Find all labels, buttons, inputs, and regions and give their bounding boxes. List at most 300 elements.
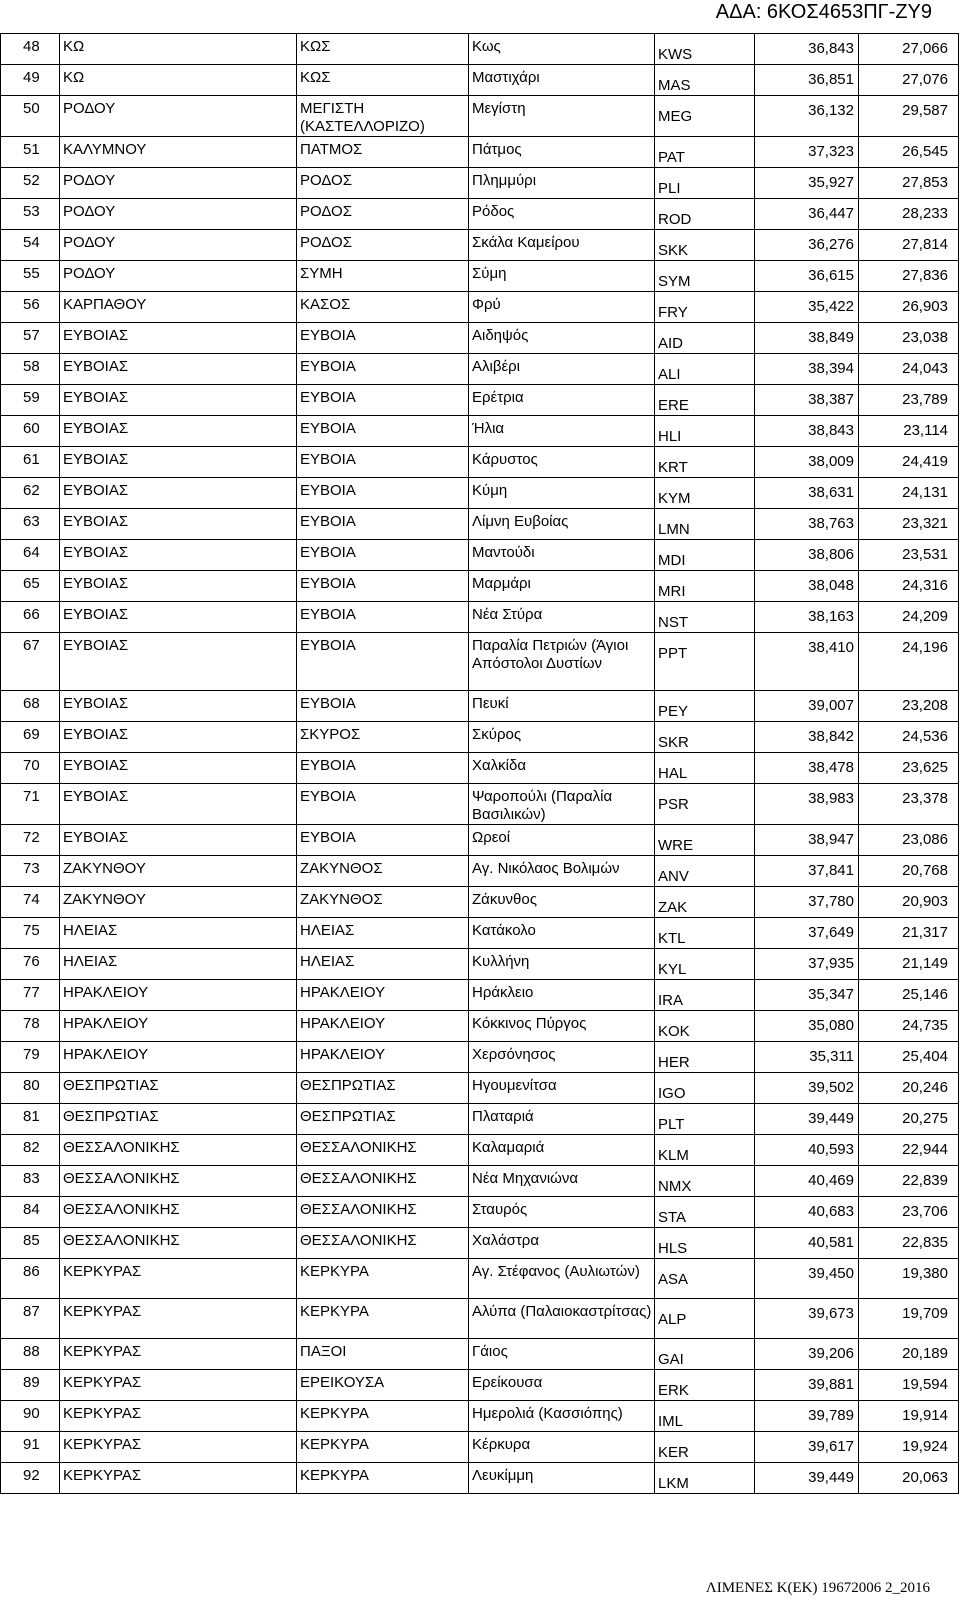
prefecture-cell: ΗΛΕΙΑΣ xyxy=(60,949,297,980)
port-code-cell: ROD xyxy=(655,199,755,230)
table-row xyxy=(1,887,959,918)
row-number: 60 xyxy=(1,416,60,447)
prefecture-cell: ΗΛΕΙΑΣ xyxy=(60,918,297,949)
port-code-cell: IGO xyxy=(655,1073,755,1104)
municipality-cell: ΕΥΒΟΙΑ xyxy=(297,323,469,354)
longitude-cell: 24,196 xyxy=(859,633,959,691)
longitude-cell: 21,149 xyxy=(859,949,959,980)
prefecture-cell: ΚΑΛΥΜΝΟΥ xyxy=(60,137,297,168)
longitude-cell: 24,209 xyxy=(859,602,959,633)
table-row xyxy=(1,1228,959,1259)
port-code-cell: FRY xyxy=(655,292,755,323)
latitude-cell: 37,649 xyxy=(755,918,859,949)
table-row xyxy=(1,1073,959,1104)
port-name-cell: Σταυρός xyxy=(469,1197,655,1228)
latitude-cell: 37,841 xyxy=(755,856,859,887)
prefecture-cell: ΕΥΒΟΙΑΣ xyxy=(60,323,297,354)
prefecture-cell: ΕΥΒΟΙΑΣ xyxy=(60,753,297,784)
port-code-cell: KOK xyxy=(655,1011,755,1042)
port-code-cell: HLI xyxy=(655,416,755,447)
table-row xyxy=(1,1432,959,1463)
prefecture-cell: ΚΕΡΚΥΡΑΣ xyxy=(60,1432,297,1463)
port-code-cell: PEY xyxy=(655,691,755,722)
port-code-cell: PPT xyxy=(655,633,755,691)
longitude-cell: 20,903 xyxy=(859,887,959,918)
latitude-cell: 38,163 xyxy=(755,602,859,633)
municipality-cell: ΕΥΒΟΙΑ xyxy=(297,354,469,385)
longitude-cell: 27,853 xyxy=(859,168,959,199)
longitude-cell: 24,316 xyxy=(859,571,959,602)
table-row xyxy=(1,1197,959,1228)
port-name-cell: Λίμνη Ευβοίας xyxy=(469,509,655,540)
latitude-cell: 38,631 xyxy=(755,478,859,509)
table-row xyxy=(1,856,959,887)
latitude-cell: 38,983 xyxy=(755,784,859,825)
latitude-cell: 37,780 xyxy=(755,887,859,918)
latitude-cell: 38,387 xyxy=(755,385,859,416)
latitude-cell: 38,947 xyxy=(755,825,859,856)
ada-code: ΑΔΑ: 6ΚΟΣ4653ΠΓ-ΖΥ9 xyxy=(715,1,932,23)
prefecture-cell: ΚΕΡΚΥΡΑΣ xyxy=(60,1370,297,1401)
prefecture-cell: ΚΕΡΚΥΡΑΣ xyxy=(60,1463,297,1494)
longitude-cell: 27,066 xyxy=(859,34,959,65)
table-row xyxy=(1,1401,959,1432)
row-number: 58 xyxy=(1,354,60,385)
row-number: 87 xyxy=(1,1299,60,1339)
port-name-cell: Κόκκινος Πύργος xyxy=(469,1011,655,1042)
municipality-cell: ΘΕΣΠΡΩΤΙΑΣ xyxy=(297,1073,469,1104)
municipality-cell: ΚΕΡΚΥΡΑ xyxy=(297,1401,469,1432)
port-name-cell: Λευκίμμη xyxy=(469,1463,655,1494)
prefecture-cell: ΕΥΒΟΙΑΣ xyxy=(60,354,297,385)
table-row xyxy=(1,416,959,447)
table-row xyxy=(1,292,959,323)
municipality-cell: ΕΥΒΟΙΑ xyxy=(297,633,469,691)
latitude-cell: 39,450 xyxy=(755,1259,859,1299)
row-number: 74 xyxy=(1,887,60,918)
longitude-cell: 20,189 xyxy=(859,1339,959,1370)
longitude-cell: 24,735 xyxy=(859,1011,959,1042)
table-row xyxy=(1,1135,959,1166)
table-row xyxy=(1,571,959,602)
prefecture-cell: ΖΑΚΥΝΘΟΥ xyxy=(60,887,297,918)
municipality-cell: ΚΑΣΟΣ xyxy=(297,292,469,323)
prefecture-cell: ΚΩ xyxy=(60,65,297,96)
port-name-cell: Ωρεοί xyxy=(469,825,655,856)
municipality-cell: ΣΥΜΗ xyxy=(297,261,469,292)
longitude-cell: 19,380 xyxy=(859,1259,959,1299)
row-number: 54 xyxy=(1,230,60,261)
municipality-cell: ΗΡΑΚΛΕΙΟΥ xyxy=(297,1042,469,1073)
row-number: 51 xyxy=(1,137,60,168)
table-row xyxy=(1,722,959,753)
longitude-cell: 23,531 xyxy=(859,540,959,571)
port-code-cell: SKK xyxy=(655,230,755,261)
port-code-cell: PSR xyxy=(655,784,755,825)
prefecture-cell: ΡΟΔΟΥ xyxy=(60,230,297,261)
table-row xyxy=(1,1011,959,1042)
row-number: 48 xyxy=(1,34,60,65)
longitude-cell: 29,587 xyxy=(859,96,959,137)
latitude-cell: 39,007 xyxy=(755,691,859,722)
row-number: 71 xyxy=(1,784,60,825)
row-number: 63 xyxy=(1,509,60,540)
port-name-cell: Κάρυστος xyxy=(469,447,655,478)
municipality-cell: ΡΟΔΟΣ xyxy=(297,230,469,261)
port-name-cell: Αιδηψός xyxy=(469,323,655,354)
port-name-cell: Ημερολιά (Κασσιόπης) xyxy=(469,1401,655,1432)
latitude-cell: 38,410 xyxy=(755,633,859,691)
table-row xyxy=(1,1259,959,1299)
port-name-cell: Μαστιχάρι xyxy=(469,65,655,96)
port-code-cell: PLT xyxy=(655,1104,755,1135)
row-number: 77 xyxy=(1,980,60,1011)
row-number: 65 xyxy=(1,571,60,602)
table-row xyxy=(1,261,959,292)
port-name-cell: Κυλλήνη xyxy=(469,949,655,980)
longitude-cell: 20,246 xyxy=(859,1073,959,1104)
port-code-cell: ALP xyxy=(655,1299,755,1339)
longitude-cell: 20,768 xyxy=(859,856,959,887)
municipality-cell: ΠΑΤΜΟΣ xyxy=(297,137,469,168)
longitude-cell: 22,839 xyxy=(859,1166,959,1197)
port-code-cell: PLI xyxy=(655,168,755,199)
latitude-cell: 35,080 xyxy=(755,1011,859,1042)
prefecture-cell: ΕΥΒΟΙΑΣ xyxy=(60,447,297,478)
port-name-cell: Ερείκουσα xyxy=(469,1370,655,1401)
municipality-cell: ΚΩΣ xyxy=(297,34,469,65)
row-number: 67 xyxy=(1,633,60,691)
table-row xyxy=(1,633,959,691)
port-name-cell: Ρόδος xyxy=(469,199,655,230)
port-code-cell: KYM xyxy=(655,478,755,509)
table-row xyxy=(1,1042,959,1073)
table-row xyxy=(1,1299,959,1339)
port-name-cell: Παραλία Πετριών (Άγιοι Απόστολοι Δυστίων xyxy=(469,633,655,691)
municipality-cell: ΘΕΣΣΑΛΟΝΙΚΗΣ xyxy=(297,1197,469,1228)
port-code-cell: ERE xyxy=(655,385,755,416)
port-code-cell: LMN xyxy=(655,509,755,540)
port-code-cell: KTL xyxy=(655,918,755,949)
prefecture-cell: ΕΥΒΟΙΑΣ xyxy=(60,633,297,691)
prefecture-cell: ΡΟΔΟΥ xyxy=(60,168,297,199)
port-name-cell: Μαντούδι xyxy=(469,540,655,571)
row-number: 82 xyxy=(1,1135,60,1166)
latitude-cell: 40,593 xyxy=(755,1135,859,1166)
prefecture-cell: ΕΥΒΟΙΑΣ xyxy=(60,385,297,416)
table-row xyxy=(1,478,959,509)
row-number: 56 xyxy=(1,292,60,323)
table-row xyxy=(1,447,959,478)
longitude-cell: 25,146 xyxy=(859,980,959,1011)
port-code-cell: AID xyxy=(655,323,755,354)
longitude-cell: 26,903 xyxy=(859,292,959,323)
longitude-cell: 23,706 xyxy=(859,1197,959,1228)
latitude-cell: 38,478 xyxy=(755,753,859,784)
prefecture-cell: ΘΕΣΣΑΛΟΝΙΚΗΣ xyxy=(60,1135,297,1166)
port-name-cell: Καλαμαριά xyxy=(469,1135,655,1166)
municipality-cell: ΘΕΣΣΑΛΟΝΙΚΗΣ xyxy=(297,1228,469,1259)
longitude-cell: 23,321 xyxy=(859,509,959,540)
port-name-cell: Μαρμάρι xyxy=(469,571,655,602)
latitude-cell: 38,394 xyxy=(755,354,859,385)
row-number: 90 xyxy=(1,1401,60,1432)
longitude-cell: 27,814 xyxy=(859,230,959,261)
port-code-cell: HAL xyxy=(655,753,755,784)
port-code-cell: NMX xyxy=(655,1166,755,1197)
port-name-cell: Κύμη xyxy=(469,478,655,509)
row-number: 61 xyxy=(1,447,60,478)
municipality-cell: ΕΥΒΟΙΑ xyxy=(297,825,469,856)
port-name-cell: Νέα Μηχανιώνα xyxy=(469,1166,655,1197)
municipality-cell: ΜΕΓΙΣΤΗ (ΚΑΣΤΕΛΛΟΡΙΖΟ) xyxy=(297,96,469,137)
prefecture-cell: ΗΡΑΚΛΕΙΟΥ xyxy=(60,1011,297,1042)
longitude-cell: 24,043 xyxy=(859,354,959,385)
latitude-cell: 36,276 xyxy=(755,230,859,261)
port-name-cell: Αγ. Νικόλαος Βολιμών xyxy=(469,856,655,887)
longitude-cell: 23,038 xyxy=(859,323,959,354)
prefecture-cell: ΘΕΣΣΑΛΟΝΙΚΗΣ xyxy=(60,1228,297,1259)
port-code-cell: KYL xyxy=(655,949,755,980)
longitude-cell: 23,086 xyxy=(859,825,959,856)
latitude-cell: 36,132 xyxy=(755,96,859,137)
prefecture-cell: ΘΕΣΠΡΩΤΙΑΣ xyxy=(60,1073,297,1104)
municipality-cell: ΗΡΑΚΛΕΙΟΥ xyxy=(297,1011,469,1042)
prefecture-cell: ΡΟΔΟΥ xyxy=(60,261,297,292)
port-name-cell: Ηράκλειο xyxy=(469,980,655,1011)
table-row xyxy=(1,753,959,784)
prefecture-cell: ΕΥΒΟΙΑΣ xyxy=(60,784,297,825)
port-name-cell: Πλαταριά xyxy=(469,1104,655,1135)
port-name-cell: Ήλια xyxy=(469,416,655,447)
longitude-cell: 19,594 xyxy=(859,1370,959,1401)
port-code-cell: WRE xyxy=(655,825,755,856)
latitude-cell: 36,447 xyxy=(755,199,859,230)
port-code-cell: GAI xyxy=(655,1339,755,1370)
table-row xyxy=(1,385,959,416)
municipality-cell: ΚΕΡΚΥΡΑ xyxy=(297,1432,469,1463)
latitude-cell: 39,881 xyxy=(755,1370,859,1401)
table-row xyxy=(1,96,959,137)
prefecture-cell: ΚΩ xyxy=(60,34,297,65)
municipality-cell: ΕΥΒΟΙΑ xyxy=(297,385,469,416)
port-code-cell: SYM xyxy=(655,261,755,292)
municipality-cell: ΕΥΒΟΙΑ xyxy=(297,602,469,633)
latitude-cell: 37,323 xyxy=(755,137,859,168)
latitude-cell: 36,615 xyxy=(755,261,859,292)
prefecture-cell: ΘΕΣΠΡΩΤΙΑΣ xyxy=(60,1104,297,1135)
table-row xyxy=(1,230,959,261)
port-code-cell: KWS xyxy=(655,34,755,65)
municipality-cell: ΕΥΒΟΙΑ xyxy=(297,447,469,478)
municipality-cell: ΕΥΒΟΙΑ xyxy=(297,784,469,825)
port-name-cell: Αλύπα (Παλαιοκαστρίτσας) xyxy=(469,1299,655,1339)
port-name-cell: Κως xyxy=(469,34,655,65)
prefecture-cell: ΖΑΚΥΝΘΟΥ xyxy=(60,856,297,887)
row-number: 57 xyxy=(1,323,60,354)
port-name-cell: Μεγίστη xyxy=(469,96,655,137)
port-code-cell: NST xyxy=(655,602,755,633)
row-number: 91 xyxy=(1,1432,60,1463)
row-number: 66 xyxy=(1,602,60,633)
latitude-cell: 35,311 xyxy=(755,1042,859,1073)
prefecture-cell: ΕΥΒΟΙΑΣ xyxy=(60,825,297,856)
latitude-cell: 38,843 xyxy=(755,416,859,447)
row-number: 73 xyxy=(1,856,60,887)
port-code-cell: IML xyxy=(655,1401,755,1432)
longitude-cell: 23,789 xyxy=(859,385,959,416)
prefecture-cell: ΕΥΒΟΙΑΣ xyxy=(60,722,297,753)
table-row xyxy=(1,34,959,65)
longitude-cell: 19,914 xyxy=(859,1401,959,1432)
latitude-cell: 39,449 xyxy=(755,1463,859,1494)
prefecture-cell: ΚΕΡΚΥΡΑΣ xyxy=(60,1259,297,1299)
row-number: 76 xyxy=(1,949,60,980)
municipality-cell: ΕΥΒΟΙΑ xyxy=(297,571,469,602)
prefecture-cell: ΚΕΡΚΥΡΑΣ xyxy=(60,1299,297,1339)
port-name-cell: Ερέτρια xyxy=(469,385,655,416)
port-name-cell: Ζάκυνθος xyxy=(469,887,655,918)
municipality-cell: ΕΥΒΟΙΑ xyxy=(297,753,469,784)
port-code-cell: PAT xyxy=(655,137,755,168)
table-row xyxy=(1,1463,959,1494)
port-name-cell: Φρύ xyxy=(469,292,655,323)
port-code-cell: SKR xyxy=(655,722,755,753)
municipality-cell: ΚΕΡΚΥΡΑ xyxy=(297,1259,469,1299)
table-row xyxy=(1,691,959,722)
port-code-cell: MAS xyxy=(655,65,755,96)
row-number: 84 xyxy=(1,1197,60,1228)
municipality-cell: ΖΑΚΥΝΘΟΣ xyxy=(297,856,469,887)
row-number: 55 xyxy=(1,261,60,292)
table-row xyxy=(1,602,959,633)
municipality-cell: ΚΩΣ xyxy=(297,65,469,96)
row-number: 86 xyxy=(1,1259,60,1299)
prefecture-cell: ΡΟΔΟΥ xyxy=(60,199,297,230)
longitude-cell: 27,836 xyxy=(859,261,959,292)
longitude-cell: 24,419 xyxy=(859,447,959,478)
row-number: 80 xyxy=(1,1073,60,1104)
row-number: 53 xyxy=(1,199,60,230)
municipality-cell: ΚΕΡΚΥΡΑ xyxy=(297,1463,469,1494)
municipality-cell: ΕΥΒΟΙΑ xyxy=(297,691,469,722)
port-name-cell: Χαλάστρα xyxy=(469,1228,655,1259)
prefecture-cell: ΗΡΑΚΛΕΙΟΥ xyxy=(60,1042,297,1073)
latitude-cell: 39,502 xyxy=(755,1073,859,1104)
latitude-cell: 36,843 xyxy=(755,34,859,65)
port-code-cell: MDI xyxy=(655,540,755,571)
municipality-cell: ΘΕΣΣΑΛΟΝΙΚΗΣ xyxy=(297,1166,469,1197)
latitude-cell: 35,422 xyxy=(755,292,859,323)
row-number: 81 xyxy=(1,1104,60,1135)
ports-table xyxy=(0,33,959,1494)
table-row xyxy=(1,323,959,354)
prefecture-cell: ΕΥΒΟΙΑΣ xyxy=(60,416,297,447)
port-name-cell: Σύμη xyxy=(469,261,655,292)
prefecture-cell: ΚΕΡΚΥΡΑΣ xyxy=(60,1339,297,1370)
municipality-cell: ΕΥΒΟΙΑ xyxy=(297,416,469,447)
latitude-cell: 38,849 xyxy=(755,323,859,354)
longitude-cell: 28,233 xyxy=(859,199,959,230)
latitude-cell: 35,347 xyxy=(755,980,859,1011)
longitude-cell: 24,536 xyxy=(859,722,959,753)
row-number: 59 xyxy=(1,385,60,416)
port-code-cell: STA xyxy=(655,1197,755,1228)
prefecture-cell: ΡΟΔΟΥ xyxy=(60,96,297,137)
row-number: 64 xyxy=(1,540,60,571)
port-name-cell: Αγ. Στέφανος (Αυλιωτών) xyxy=(469,1259,655,1299)
latitude-cell: 36,851 xyxy=(755,65,859,96)
row-number: 83 xyxy=(1,1166,60,1197)
table-row xyxy=(1,137,959,168)
prefecture-cell: ΘΕΣΣΑΛΟΝΙΚΗΣ xyxy=(60,1166,297,1197)
latitude-cell: 38,048 xyxy=(755,571,859,602)
port-name-cell: Πευκί xyxy=(469,691,655,722)
municipality-cell: ΕΡΕΙΚΟΥΣΑ xyxy=(297,1370,469,1401)
longitude-cell: 22,944 xyxy=(859,1135,959,1166)
latitude-cell: 38,763 xyxy=(755,509,859,540)
port-code-cell: KLM xyxy=(655,1135,755,1166)
row-number: 78 xyxy=(1,1011,60,1042)
longitude-cell: 25,404 xyxy=(859,1042,959,1073)
row-number: 72 xyxy=(1,825,60,856)
table-row xyxy=(1,1339,959,1370)
row-number: 68 xyxy=(1,691,60,722)
row-number: 50 xyxy=(1,96,60,137)
latitude-cell: 40,469 xyxy=(755,1166,859,1197)
longitude-cell: 22,835 xyxy=(859,1228,959,1259)
municipality-cell: ΗΛΕΙΑΣ xyxy=(297,949,469,980)
latitude-cell: 39,617 xyxy=(755,1432,859,1463)
table-row xyxy=(1,1104,959,1135)
prefecture-cell: ΚΕΡΚΥΡΑΣ xyxy=(60,1401,297,1432)
municipality-cell: ΕΥΒΟΙΑ xyxy=(297,478,469,509)
prefecture-cell: ΕΥΒΟΙΑΣ xyxy=(60,540,297,571)
row-number: 75 xyxy=(1,918,60,949)
latitude-cell: 39,789 xyxy=(755,1401,859,1432)
table-row xyxy=(1,509,959,540)
latitude-cell: 39,206 xyxy=(755,1339,859,1370)
port-name-cell: Ψαροπούλι (Παραλία Βασιλικών) xyxy=(469,784,655,825)
table-row xyxy=(1,1370,959,1401)
latitude-cell: 39,673 xyxy=(755,1299,859,1339)
table-row xyxy=(1,199,959,230)
longitude-cell: 23,625 xyxy=(859,753,959,784)
port-code-cell: ASA xyxy=(655,1259,755,1299)
table-row xyxy=(1,980,959,1011)
port-name-cell: Σκύρος xyxy=(469,722,655,753)
row-number: 49 xyxy=(1,65,60,96)
row-number: 70 xyxy=(1,753,60,784)
longitude-cell: 23,208 xyxy=(859,691,959,722)
port-code-cell: MRI xyxy=(655,571,755,602)
port-name-cell: Πάτμος xyxy=(469,137,655,168)
municipality-cell: ΕΥΒΟΙΑ xyxy=(297,540,469,571)
port-code-cell: IRA xyxy=(655,980,755,1011)
ports-table-body xyxy=(1,34,959,1494)
municipality-cell: ΡΟΔΟΣ xyxy=(297,199,469,230)
prefecture-cell: ΗΡΑΚΛΕΙΟΥ xyxy=(60,980,297,1011)
port-code-cell: HER xyxy=(655,1042,755,1073)
port-code-cell: KRT xyxy=(655,447,755,478)
row-number: 52 xyxy=(1,168,60,199)
municipality-cell: ΚΕΡΚΥΡΑ xyxy=(297,1299,469,1339)
municipality-cell: ΘΕΣΠΡΩΤΙΑΣ xyxy=(297,1104,469,1135)
port-name-cell: Νέα Στύρα xyxy=(469,602,655,633)
longitude-cell: 20,275 xyxy=(859,1104,959,1135)
latitude-cell: 40,683 xyxy=(755,1197,859,1228)
municipality-cell: ΠΑΞΟΙ xyxy=(297,1339,469,1370)
